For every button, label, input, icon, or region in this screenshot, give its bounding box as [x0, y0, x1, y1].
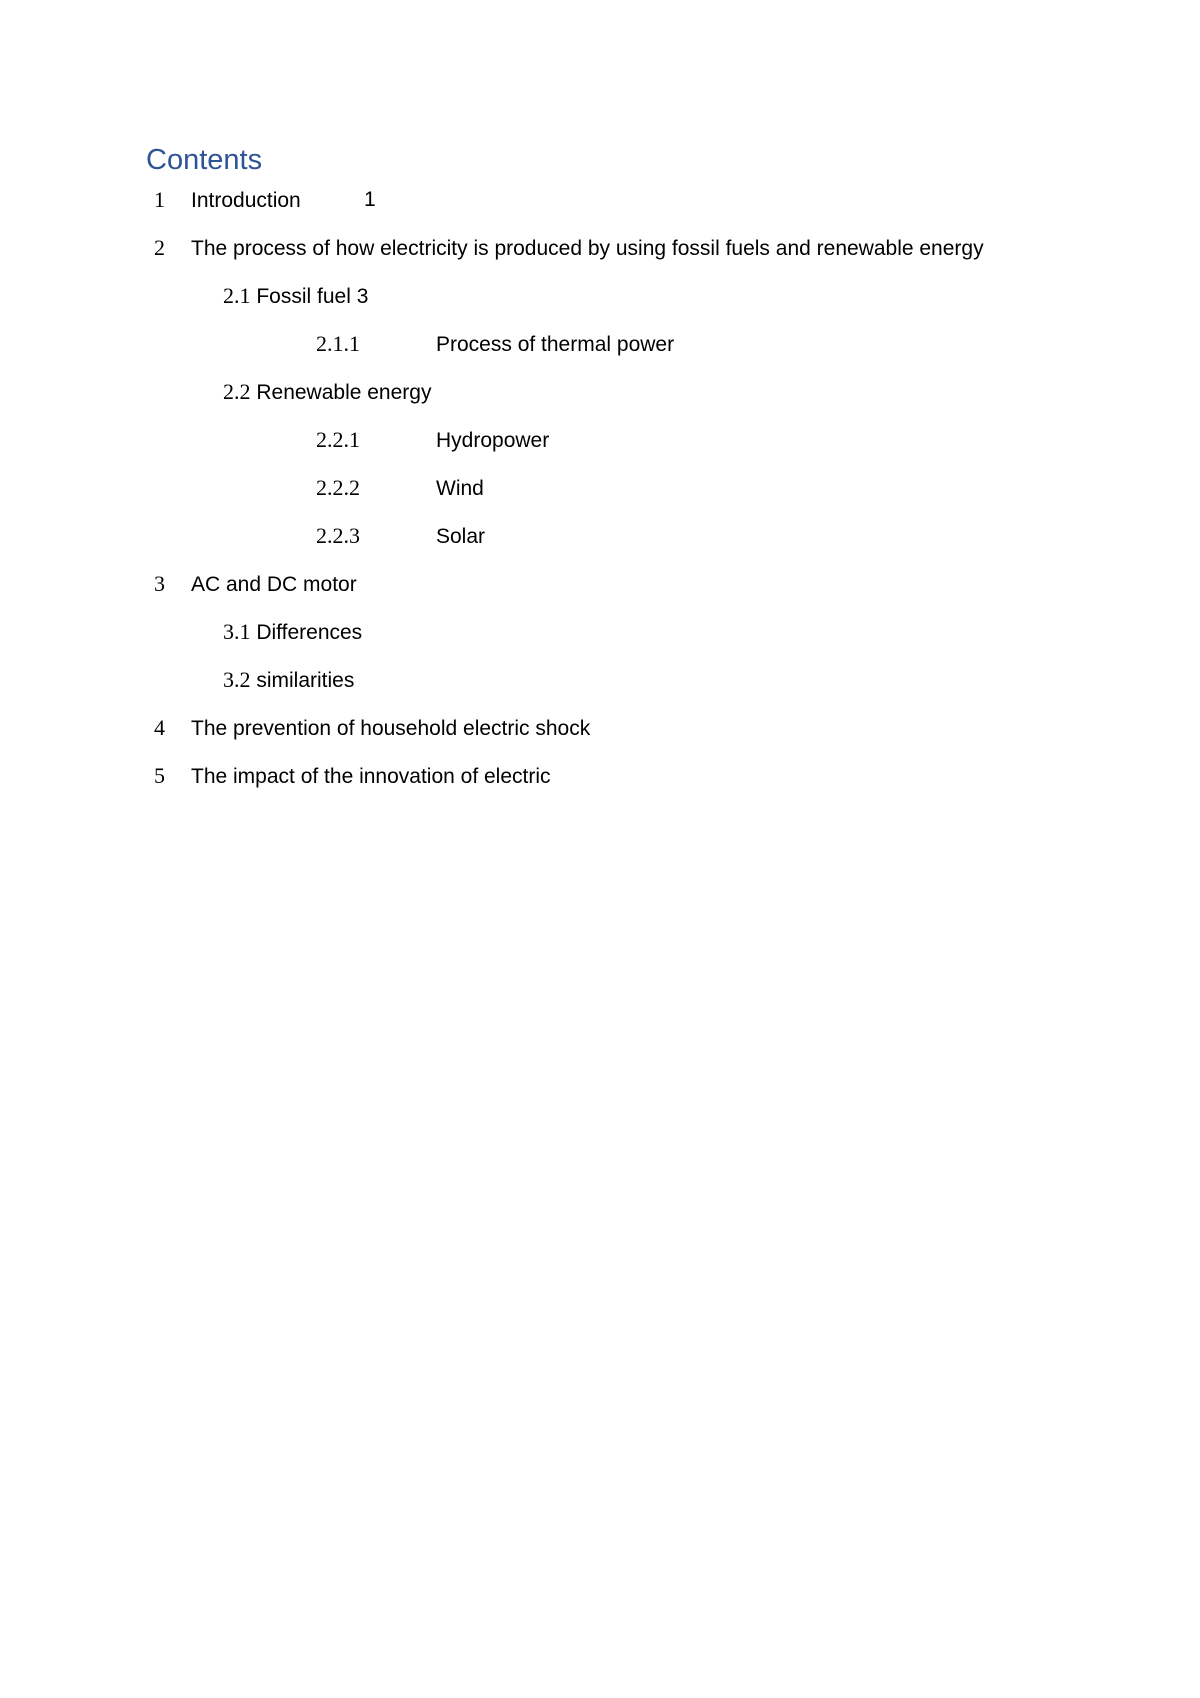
toc-entry-number: 3.2: [223, 667, 251, 692]
toc-entry-text: Process of thermal power: [436, 333, 675, 356]
toc-entry-text: Hydropower: [436, 429, 550, 452]
toc-entry-2-1[interactable]: [223, 282, 368, 311]
toc-entry-number: 4: [154, 715, 165, 740]
toc-entry-1[interactable]: [146, 186, 376, 215]
toc-entry-text: Differences: [256, 621, 363, 644]
toc-entry-text: The prevention of household electric shock: [191, 717, 591, 740]
toc-entry-2-2-1[interactable]: [316, 426, 549, 455]
toc-entry-text: similarities: [256, 669, 355, 692]
toc-entry-text: The process of how electricity is produced by using fossil fuels and renewable energy: [191, 237, 984, 260]
toc-entry-text: Introduction: [191, 189, 301, 212]
toc-entry-text: AC and DC motor: [191, 573, 357, 596]
toc-entry-2-2-2[interactable]: [316, 474, 484, 503]
toc-entry-number: 3.1: [223, 619, 251, 644]
toc-entry-number: 2.1: [223, 283, 251, 308]
toc-title: Contents: [146, 144, 263, 176]
toc-entry-3-2[interactable]: [223, 666, 354, 695]
toc-entry-text: Fossil fuel: [256, 285, 351, 308]
toc-entry-2[interactable]: [146, 234, 984, 263]
toc-entry-3-1[interactable]: [223, 618, 362, 647]
toc-entry-4[interactable]: [146, 714, 590, 743]
toc-entry-text: Wind: [436, 477, 484, 500]
toc-entry-page: 1: [364, 188, 376, 211]
toc-entry-number: 5: [154, 763, 165, 788]
toc-entry-number: 3: [154, 571, 165, 596]
toc-entry-text: Solar: [436, 525, 486, 548]
toc-entry-number: 2.2.2: [316, 475, 360, 500]
toc-entry-page: 3: [356, 285, 369, 308]
toc-entry-5[interactable]: [146, 762, 551, 791]
toc-entry-number: 2.1.1: [316, 331, 360, 356]
toc-entry-2-2[interactable]: [223, 378, 431, 407]
toc-entry-number: 2: [154, 235, 165, 260]
toc-entry-number: 2.2: [223, 379, 251, 404]
toc-entry-number: 2.2.1: [316, 427, 360, 452]
toc-entry-number: 2.2.3: [316, 523, 360, 548]
toc-entry-text: Renewable energy: [256, 381, 432, 404]
toc-entry-3[interactable]: [146, 570, 357, 599]
toc-entry-text: The impact of the innovation of electric: [191, 765, 551, 788]
toc-entry-2-1-1[interactable]: [316, 330, 674, 359]
toc-entry-2-2-3[interactable]: [316, 522, 485, 551]
toc-entry-number: 1: [154, 187, 165, 212]
